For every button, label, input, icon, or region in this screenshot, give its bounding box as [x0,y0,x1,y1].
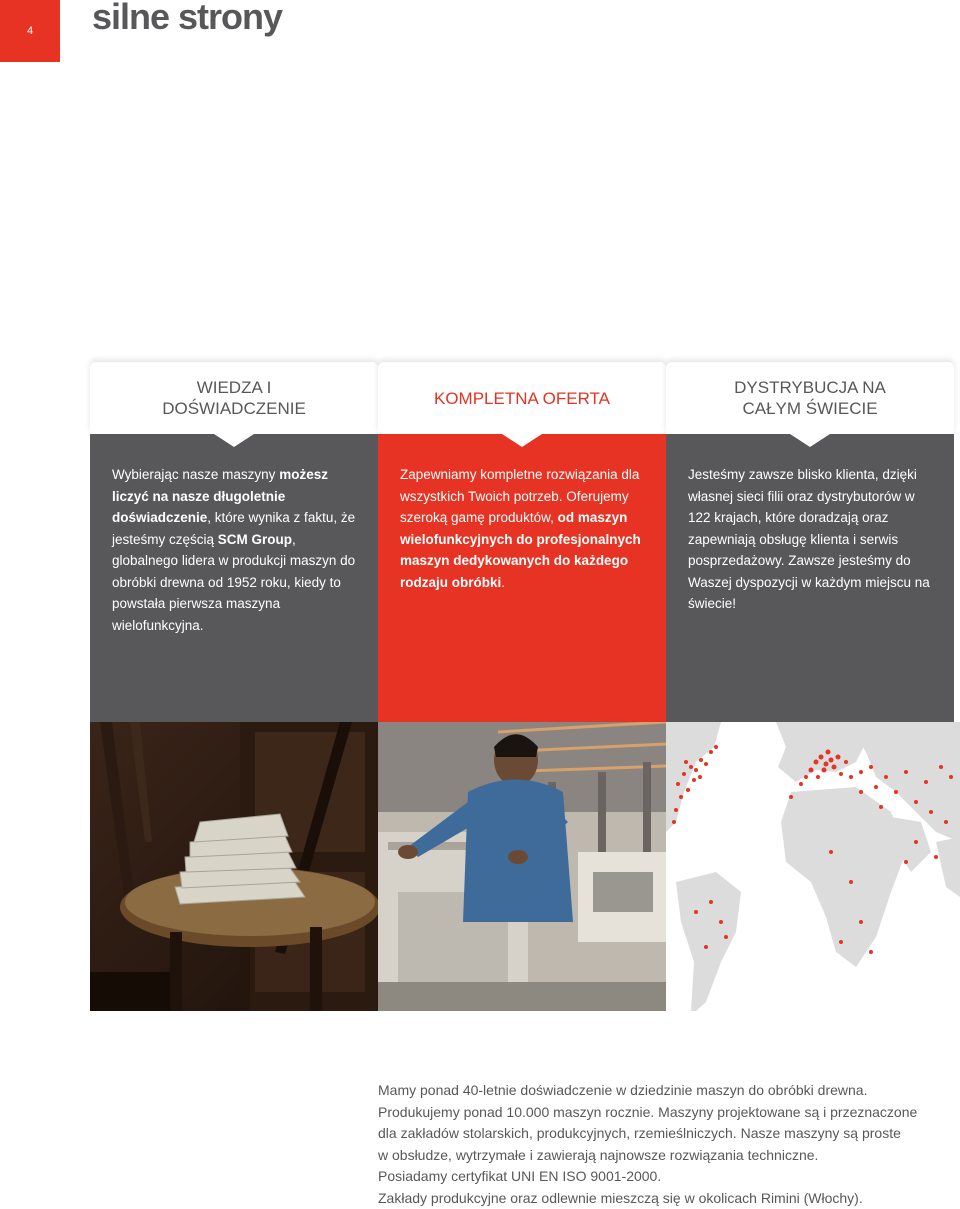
column-text [400,464,644,593]
summary-line: dla zakładów stolarskich, produkcyjnych, rzemieślniczych. Nasze maszyny są proste [378,1123,938,1145]
column-panel [90,434,378,722]
column-heading: WIEDZA I DOŚWIADCZENIE [134,377,334,419]
column-tab [90,362,378,434]
text-segment: od maszyn wielofunkcyjnych do profesjonalnych maszyn dedykowanych do każdego rodzaju obróbki [400,510,641,590]
text-segment: możesz liczyć na nasze długoletnie doświadczenie [112,467,328,525]
company-summary [378,1080,938,1209]
tab-notch [502,434,542,447]
page-title: silne strony [92,0,282,38]
tab-notch [790,434,830,447]
summary-line: Posiadamy certyfikat UNI EN ISO 9001-2000. [378,1166,938,1188]
text-segment: . [501,575,505,590]
summary-line: Mamy ponad 40-letnie doświadczenie w dziedzinie maszyn do obróbki drewna. [378,1080,938,1102]
text-segment: Zapewniamy kompletne rozwiązania dla wszystkich Twoich potrzeb. Oferujemy szeroką gamę produktów, [400,467,639,525]
text-segment: , globalnego lidera w produkcji maszyn do obróbki drewna od 1952 roku, kiedy to powstała pierwsza maszyna wielofunkcyjna. [112,532,355,633]
column-tab [666,362,954,434]
photo-chair-with-books [90,722,378,1011]
column-panel [666,434,954,722]
column-heading: KOMPLETNA OFERTA [434,388,610,409]
column-heading: DYSTRYBUCJA NA CAŁYM ŚWIECIE [710,377,910,419]
column-text [112,464,356,636]
summary-line: Produkujemy ponad 10.000 maszyn rocznie. Maszyny projektowane są i przeznaczone [378,1102,938,1124]
text-segment: , które wynika z faktu, że jesteśmy częścią [112,510,355,547]
world-distribution-map [666,722,960,1011]
feature-column-experience [90,362,378,722]
page-number: 4 [0,0,60,62]
feature-column-offer [378,362,666,722]
text-segment: Jesteśmy zawsze blisko klienta, dzięki własnej sieci filii oraz dystrybutorów w 122 krajach, które doradzają oraz zapewniają obsługę klienta i serwis posprzedażowy. Zawsze jesteśmy do Waszej dyspozycji w każdym miejscu na świecie! [688,467,930,611]
column-tab [378,362,666,434]
photo-factory-worker [378,722,666,1011]
text-segment: Wybierając nasze maszyny [112,467,279,482]
column-text [688,464,932,615]
summary-line: Zakłady produkcyjne oraz odlewnie mieszczą się w okolicach Rimini (Włochy). [378,1188,938,1209]
summary-line: w obsłudze, wytrzymałe i zawierają najnowsze rozwiązania techniczne. [378,1145,938,1167]
feature-column-distribution [666,362,954,722]
tab-notch [214,434,254,447]
column-panel [378,434,666,722]
text-segment: SCM Group [218,532,292,547]
